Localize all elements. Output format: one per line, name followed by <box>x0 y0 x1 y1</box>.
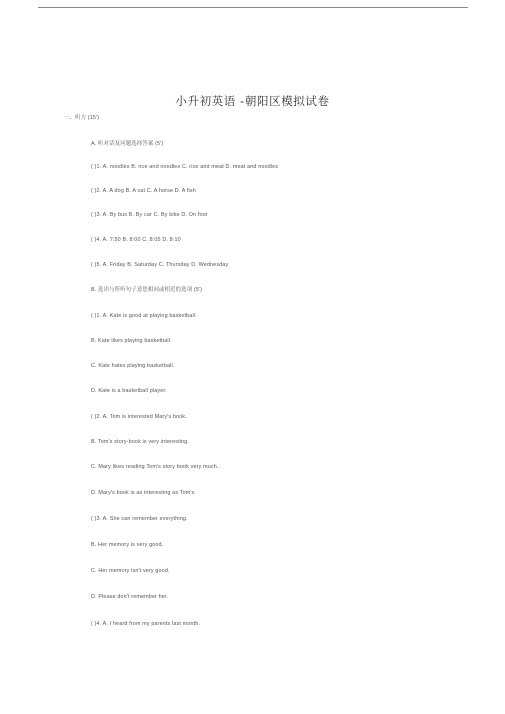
question-line: ( )2. A. Tom is interested Mary's book. <box>91 414 187 420</box>
question-line: ( )4. A. 7:50 B. 8:00 C. 8:05 D. 8:10 <box>91 237 181 243</box>
question-line: ( )1. A. Kate is good at playing basketball. <box>91 313 197 319</box>
question-line: ( )5. A. Friday B. Saturday C. Thursday D. Wednesday <box>91 262 229 268</box>
question-line: ( )1. A. noodles B. rice and noodles C. rice and meat D. meat and noodles <box>91 164 279 170</box>
question-line: ( )4. A. I heard from my parents last month. <box>91 621 201 627</box>
option-line: B. Tom's story-book is very interesting. <box>91 439 190 445</box>
option-line: C. Her memory isn't very good. <box>91 568 170 574</box>
option-line: D. Kate is a basketball player. <box>91 388 167 394</box>
question-line: ( )3. A. By bus B. By car C. By bike D. On foot <box>91 212 208 218</box>
question-line: ( )2. A. A dog B. A cat C. A horse D. A fish <box>91 188 196 194</box>
option-line: C. Kate hates playing basketball. <box>91 363 175 369</box>
part-b-heading: B. 选出与所听句子意思相同或相近的选项 (5') <box>91 287 203 293</box>
option-line: C. Mary likes reading Tom's story book very much.. <box>91 464 221 470</box>
option-line: D. Mary's book is as interesting as Tom's. <box>91 490 197 496</box>
question-line: ( )3. A. She can remember everything. <box>91 516 188 522</box>
option-line: B. Kate likes playing basketball. <box>91 338 172 344</box>
section-heading: 一、听力 (15') <box>64 115 100 121</box>
header-rule <box>38 7 468 8</box>
part-a-heading: A. 听对话及问题选择答案 (5') <box>91 141 164 147</box>
option-line: B. Her memory is very good. <box>91 542 164 548</box>
document-title: 小升初英语 -朝阳区模拟试卷 <box>175 94 330 108</box>
option-line: D. Please don't remember her. <box>91 594 169 600</box>
